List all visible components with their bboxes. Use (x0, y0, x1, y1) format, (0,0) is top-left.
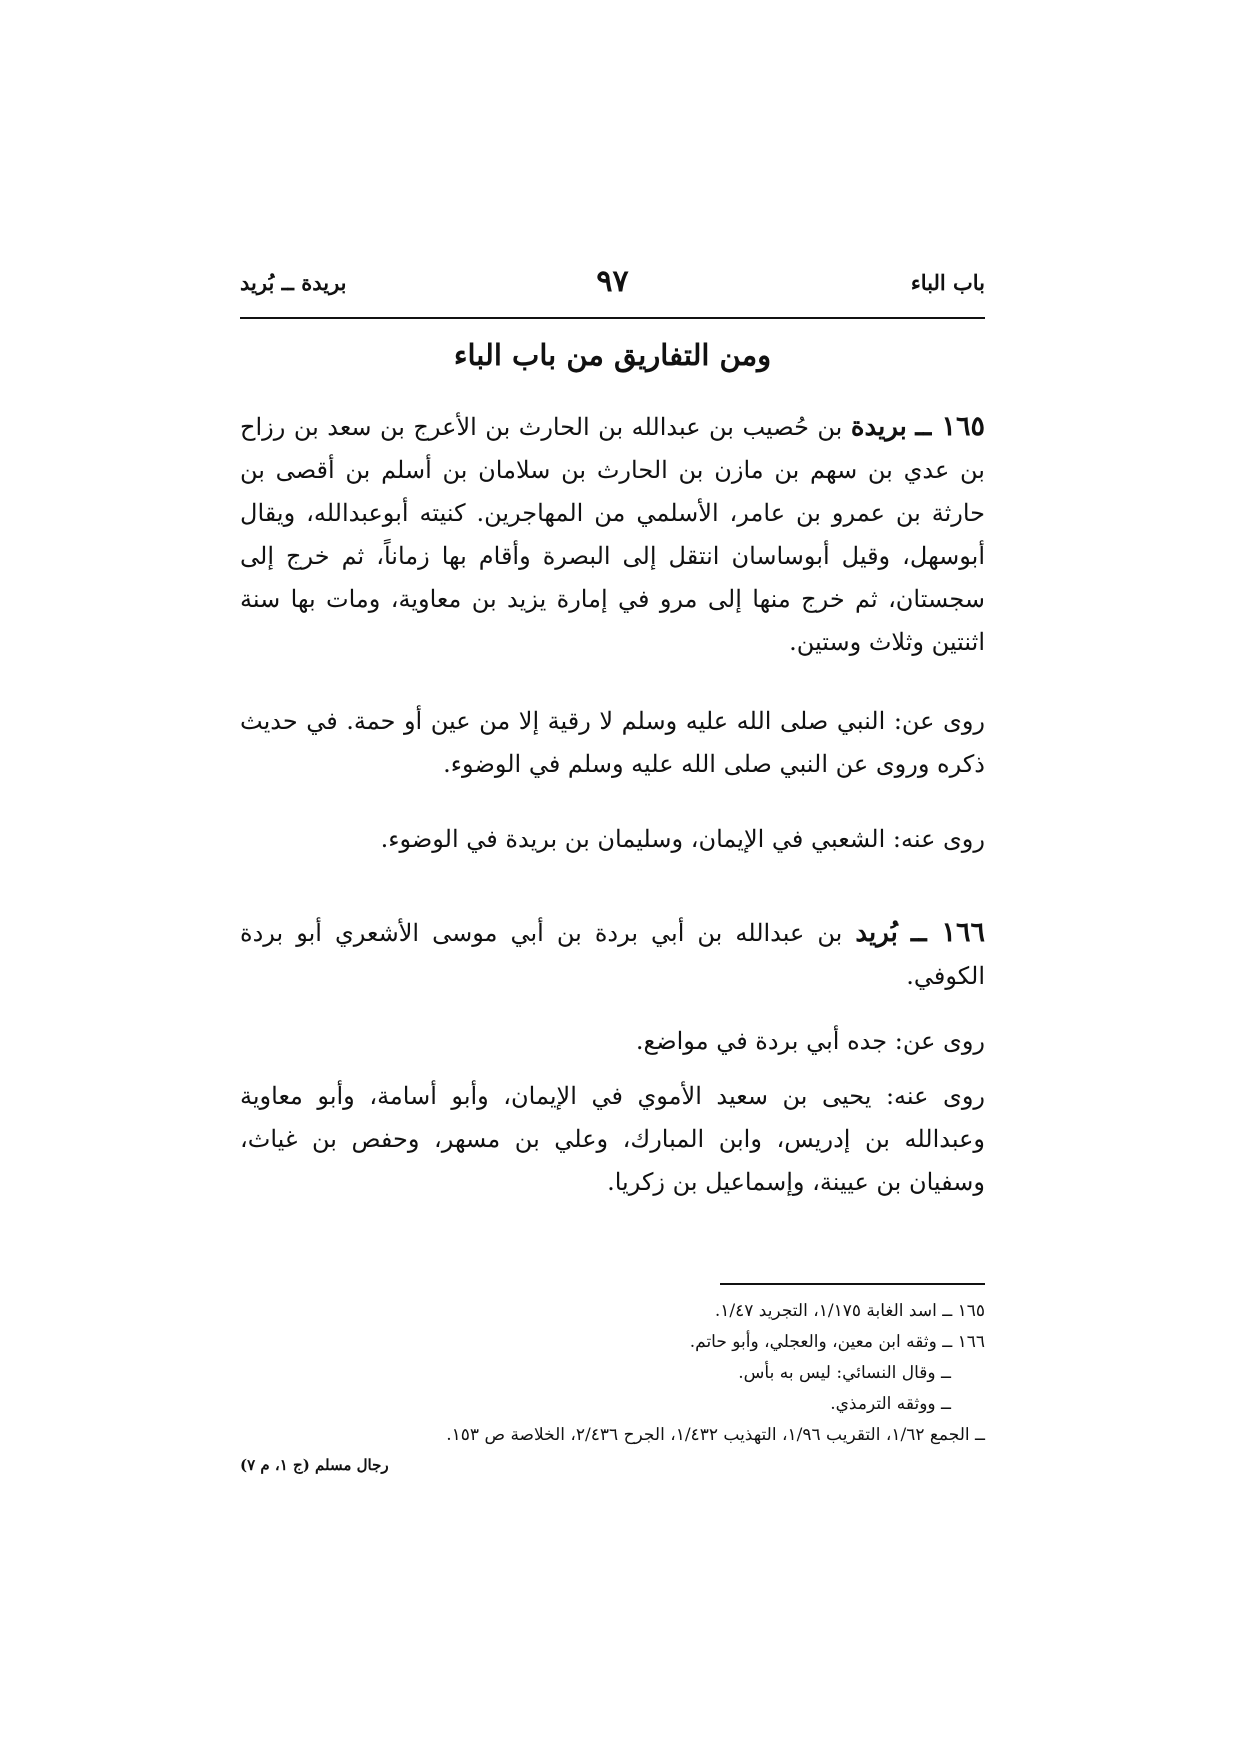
entry-165-text: بن حُصيب بن عبدالله بن الحارث بن الأعرج بن سعد بن رزاح بن عدي بن سهم بن مازن بن الحارث بن سلامان بن أسلم بن أقصى بن حارثة بن عمرو بن عامر، الأسلمي من المهاجرين. كنيته أبوعبدالله، ويقال أبوسهل، وقيل أبوساسان انتقل إلى البصرة وأقام بها زماناً، ثم خرج إلى سجستان، ثم خرج منها إلى مرو في إمارة يزيد بن معاوية، ومات بها سنة اثنتين وثلاث وستين. (240, 413, 985, 656)
footnote-rule (720, 1283, 985, 1285)
entry-166 (240, 911, 985, 998)
chapter-title: باب الباء (910, 270, 985, 295)
section-title: ومن التفاريق من باب الباء (453, 338, 772, 372)
entry-165-rawa-an: روى عن: النبي صلى الله عليه وسلم لا رقية إلا من عين أو حمة. في حديث ذكره وروى عن النبي صلى الله عليه وسلم في الوضوء. (240, 707, 985, 778)
entry-165-body (240, 405, 985, 664)
entry-166-text: بن عبدالله بن أبي بردة بن أبي موسى الأشعري أبو بردة الكوفي. (240, 919, 985, 990)
entry-166-narrated-by (240, 1075, 985, 1204)
footnotes (240, 1296, 985, 1479)
entry-range: بريدة ــ بُريد (240, 270, 347, 295)
footnote-166-tirmidhi: ــ ووثقه الترمذي. (830, 1394, 951, 1414)
footnote-166: ١٦٦ ــ وثقه ابن معين، والعجلي، وأبو حاتم. (689, 1332, 985, 1352)
entry-165-name: بريدة (850, 412, 907, 442)
entry-165 (240, 405, 985, 664)
entry-166-rawa-an: روى عن: جده أبي بردة في مواضع. (635, 1027, 985, 1055)
entry-166-body (240, 911, 985, 998)
running-head (240, 264, 985, 310)
entry-166-name: بُريد (855, 918, 898, 948)
entry-165-rawa-anhu: روى عنه: الشعبي في الإيمان، وسليمان بن بريدة في الوضوء. (380, 825, 985, 853)
page-number: ٩٧ (596, 264, 629, 299)
entry-165-narrated-from (240, 700, 985, 786)
header-rule (240, 317, 985, 319)
entry-166-number: ١٦٦ ــ (910, 917, 985, 948)
footnote-166-sources: ــ الجمع ١/٦٢، التقريب ١/٩٦، التهذيب ١/٤٣٢، الجرح ٢/٤٣٦، الخلاصة ص ١٥٣. (446, 1425, 985, 1445)
entry-165-narrated-by (240, 818, 985, 861)
entry-166-rawa-anhu: روى عنه: يحيى بن سعيد الأموي في الإيمان، وأبو أسامة، وأبو معاوية وعبدالله بن إدريس، وابن المبارك، وعلي بن مسهر، وحفص بن غياث، وسفيان بن عيينة، وإسماعيل بن زكريا. (240, 1082, 985, 1196)
footnote-165: ١٦٥ ــ اسد الغابة ١/١٧٥، التجريد ١/٤٧. (714, 1301, 985, 1321)
printer-signature: رجال مسلم (ج ١، م ٧) (240, 1456, 389, 1474)
entry-165-number: ١٦٥ ــ (915, 411, 985, 442)
entry-166-narrated-from (240, 1020, 985, 1063)
footnote-166-nasai: ــ وقال النسائي: ليس به بأس. (738, 1363, 951, 1383)
